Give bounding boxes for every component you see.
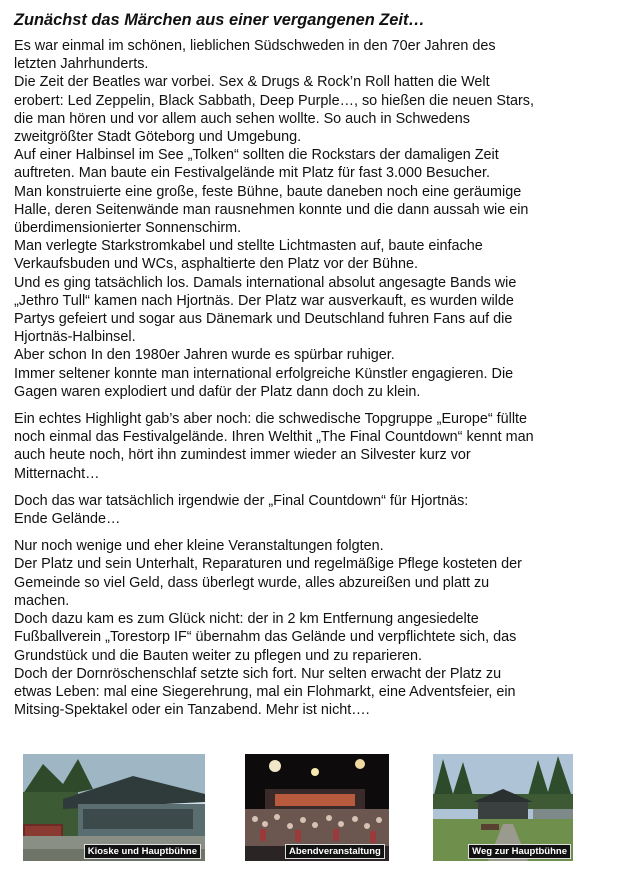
text-line: Und es ging tatsächlich los. Damals international absolut angesagte Bands wie	[14, 274, 517, 291]
text-line: Gemeinde so viel Geld, dass überlegt wurde, alles abzureißen und platt zu	[14, 574, 490, 591]
text-line: Auf einer Halbinsel im See „Tolken“ sollten die Rockstars der damaligen Zeit	[14, 147, 499, 164]
text-line: zweitgrößter Stadt Göteborg und Umgebung.	[14, 129, 302, 146]
text-line: Man konstruierte eine große, feste Bühne, baute daneben noch eine geräumige	[14, 183, 522, 200]
text-line: Doch dazu kam es zum Glück nicht: der in 2 km Entfernung angesiedelte	[14, 611, 479, 628]
text-line: Mitsing-Spektakel oder ein Tanzabend. Mehr ist nicht….	[14, 702, 370, 719]
text-line: Aber schon In den 1980er Jahren wurde es spürbar ruhiger.	[14, 347, 395, 364]
text-line: Nur noch wenige und eher kleine Veranstaltungen folgten.	[14, 538, 384, 555]
text-line: Partys gefeiert und sogar aus Dänemark und Deutschland fuhren Fans auf die	[14, 311, 513, 328]
text-line: auch heute noch, hört ihn zumindest immer wieder an Silvester kurz vor	[14, 447, 471, 464]
text-line: auftreten. Man baute ein Festivalgelände mit Platz für fast 3.000 Besucher.	[14, 165, 490, 182]
photo-evening-event	[245, 754, 389, 861]
text-line: Ende Gelände…	[14, 511, 121, 528]
text-line: letzten Jahrhunderts.	[14, 56, 149, 73]
text-line: Gagen waren explodiert und dafür der Platz dann doch zu klein.	[14, 383, 421, 400]
article-body	[14, 37, 614, 719]
text-line: noch einmal das Festivalgelände. Ihren Welthit „The Final Countdown“ kennt man	[14, 429, 534, 446]
text-line: Grundstück und die Bauten weiter zu pflegen und zu reparieren.	[14, 647, 422, 664]
text-line: Es war einmal im schönen, lieblichen Südschweden in den 70er Jahren des	[14, 38, 496, 54]
text-line: Halle, deren Seitenwände man rausnehmen konnte und die dann aussah wie ein	[14, 201, 529, 218]
text-line: machen.	[14, 592, 70, 609]
text-line: Doch das war tatsächlich irgendwie der „Final Countdown“ für Hjortnäs:	[14, 492, 469, 509]
text-line: Hjortnäs-Halbinsel.	[14, 329, 136, 346]
text-line: die man hören und vor allem auch sehen wollte. So auch in Schwedens	[14, 110, 470, 127]
paragraph	[14, 492, 614, 528]
text-line: Der Platz und sein Unterhalt, Reparaturen und regelmäßige Pflege kosteten der	[14, 556, 522, 573]
text-line: überdimensionierter Sonnenschirm.	[14, 220, 242, 237]
text-line: etwas Leben: mal eine Siegerehrung, mal ein Flohmarkt, eine Adventsfeier, ein	[14, 683, 516, 700]
text-line: Mitternacht…	[14, 465, 100, 482]
text-line: Doch der Dornröschenschlaf setzte sich fort. Nur selten erwacht der Platz zu	[14, 665, 502, 682]
photo-kiosks-stage	[23, 754, 205, 861]
paragraph	[14, 537, 614, 719]
article	[14, 10, 614, 728]
text-line: Die Zeit der Beatles war vorbei. Sex & Drugs & Rock’n Roll hatten die Welt	[14, 74, 490, 91]
text-line: Ein echtes Highlight gab’s aber noch: die schwedische Topgruppe „Europe“ füllte	[14, 411, 528, 428]
photo-path-to-stage	[433, 754, 573, 861]
text-line: Man verlegte Starkstromkabel und stellte Lichtmasten auf, baute einfache	[14, 238, 483, 255]
article-title: Zunächst das Märchen aus einer vergangenen Zeit…	[14, 11, 425, 29]
text-line: erobert: Led Zeppelin, Black Sabbath, Deep Purple…, so hießen die neuen Stars,	[14, 92, 534, 109]
photo-caption: Kioske und Hauptbühne	[84, 844, 201, 859]
photo-strip	[0, 754, 623, 864]
paragraph	[14, 410, 614, 483]
paragraph	[14, 37, 614, 401]
text-line: „Jethro Tull“ kamen nach Hjortnäs. Der Platz war ausverkauft, es wurden wilde	[14, 292, 514, 309]
text-line: Immer seltener konnte man international erfolgreiche Künstler engagieren. Die	[14, 365, 514, 382]
photo-caption: Abendveranstaltung	[285, 844, 385, 859]
text-line: Verkaufsbuden und WCs, asphaltierte den Platz vor der Bühne.	[14, 256, 418, 273]
text-line: Fußballverein „Torestorp IF“ übernahm das Gelände und verpflichtete sich, das	[14, 629, 517, 646]
photo-caption: Weg zur Hauptbühne	[468, 844, 571, 859]
